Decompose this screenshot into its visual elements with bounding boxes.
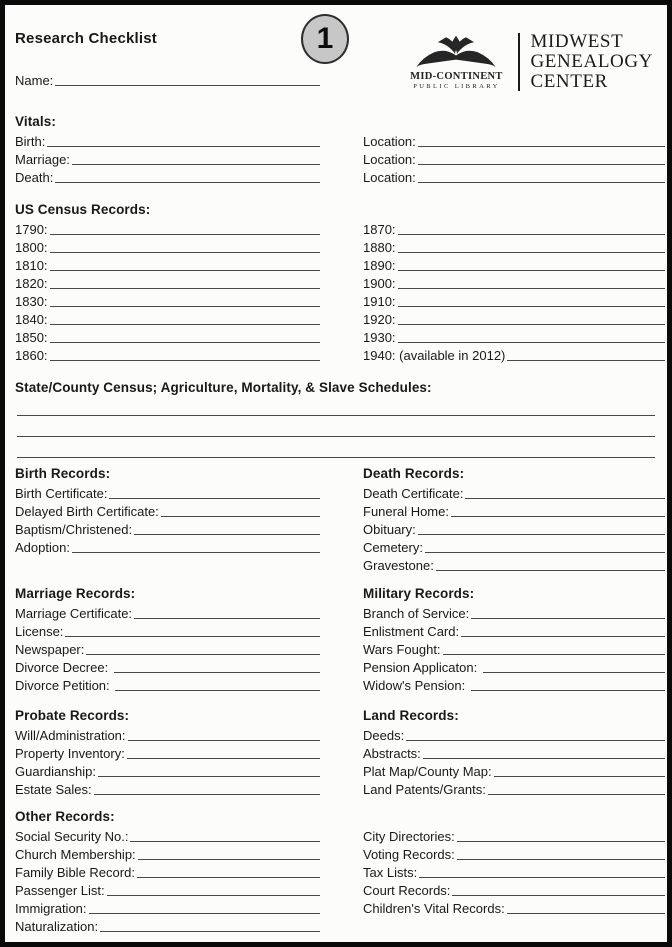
form-row	[15, 898, 320, 916]
page-title: Research Checklist	[15, 30, 158, 47]
form-row	[363, 291, 665, 309]
field-label: Plat Map/County Map:	[363, 764, 492, 779]
blank-field-line[interactable]	[418, 182, 665, 183]
blank-field-line[interactable]	[89, 913, 320, 914]
field-label: Delayed Birth Certificate:	[15, 504, 159, 519]
form-row	[363, 898, 665, 916]
military-records-heading: Military Records:	[363, 586, 475, 601]
blank-field-line[interactable]	[398, 234, 665, 235]
field-label: Branch of Service:	[363, 606, 470, 621]
form-row	[363, 779, 665, 797]
form-row	[363, 501, 665, 519]
blank-field-line[interactable]	[452, 895, 665, 896]
other-records-left-column	[15, 826, 320, 934]
vitals-heading: Vitals:	[15, 114, 56, 129]
form-row	[15, 327, 320, 345]
field-label: 1870:	[363, 222, 396, 237]
field-label: 1940: (available in 2012)	[363, 348, 506, 363]
blank-field-line[interactable]	[398, 342, 665, 343]
field-label: City Directories:	[363, 829, 455, 844]
blank-field-line[interactable]	[50, 360, 320, 361]
vitals-right-column	[363, 131, 665, 185]
other-records-columns	[15, 826, 655, 934]
birth-records-heading: Birth Records:	[15, 466, 111, 481]
center-name-line: GENEALOGY	[530, 51, 653, 72]
form-row	[15, 779, 320, 797]
field-label: 1880:	[363, 240, 396, 255]
blank-field-line[interactable]	[50, 234, 320, 235]
blank-field-line[interactable]	[50, 324, 320, 325]
form-row	[363, 149, 665, 167]
probate-records-column	[15, 708, 320, 797]
field-label: License:	[15, 624, 64, 639]
field-label: Naturalization:	[15, 919, 99, 934]
page-header	[15, 22, 655, 110]
center-name	[530, 32, 653, 92]
form-row	[363, 675, 665, 693]
vitals-left-column	[15, 131, 320, 185]
form-row	[363, 519, 665, 537]
form-row	[363, 219, 665, 237]
blank-field-line[interactable]	[128, 740, 320, 741]
field-label: Land Patents/Grants:	[363, 782, 486, 797]
field-label: Guardianship:	[15, 764, 96, 779]
blank-field-line[interactable]	[398, 324, 665, 325]
form-row	[15, 761, 320, 779]
form-row	[15, 397, 655, 418]
state-county-blank-lines	[15, 397, 655, 460]
birth-records-rows	[15, 483, 320, 555]
center-name-line: CENTER	[530, 71, 608, 92]
library-logo-block	[404, 34, 508, 90]
marriage-records-heading: Marriage Records:	[15, 586, 136, 601]
blank-field-line[interactable]	[465, 498, 665, 499]
blank-field-line[interactable]	[100, 931, 320, 932]
land-records-column	[363, 708, 665, 797]
library-subtitle: PUBLIC LIBRARY	[413, 83, 500, 90]
form-row	[363, 880, 665, 898]
census-right-column	[363, 219, 665, 363]
field-label: Social Security No.:	[15, 829, 129, 844]
blank-field-line[interactable]	[50, 306, 320, 307]
form-row	[15, 519, 320, 537]
field-label: Passenger List:	[15, 883, 105, 898]
form-row	[15, 501, 320, 519]
blank-field-line[interactable]	[134, 618, 320, 619]
form-row	[15, 862, 320, 880]
field-label: Location:	[363, 152, 416, 167]
field-label: 1800:	[15, 240, 48, 255]
blank-field-line[interactable]	[55, 85, 320, 86]
marriage-records-column	[15, 586, 320, 693]
death-records-column	[363, 466, 665, 573]
field-label: Newspaper:	[15, 642, 85, 657]
blank-field-line[interactable]	[398, 252, 665, 253]
blank-field-line[interactable]	[50, 270, 320, 271]
blank-field-line[interactable]	[47, 146, 320, 147]
blank-field-line[interactable]	[72, 164, 320, 165]
field-label: Enlistment Card:	[363, 624, 460, 639]
blank-field-line[interactable]	[65, 636, 320, 637]
blank-field-line[interactable]	[457, 859, 665, 860]
field-label: Deeds:	[363, 728, 405, 743]
form-row	[363, 167, 665, 185]
other-records-heading: Other Records:	[15, 809, 115, 824]
midwest-genealogy-center-logo	[404, 32, 653, 92]
field-label: Gravestone:	[363, 558, 434, 573]
field-label: Marriage Certificate:	[15, 606, 133, 621]
blank-field-line[interactable]	[451, 516, 665, 517]
field-label: Obituary:	[363, 522, 416, 537]
form-row	[363, 537, 665, 555]
section-other-records	[15, 809, 655, 934]
field-label: 1830:	[15, 294, 48, 309]
census-heading: US Census Records:	[15, 202, 151, 217]
form-row	[15, 255, 320, 273]
blank-field-line[interactable]	[507, 913, 665, 914]
field-label: Cemetery:	[363, 540, 423, 555]
form-row	[363, 345, 665, 363]
field-label: Marriage:	[15, 152, 70, 167]
section-probate-and-land-records	[15, 708, 655, 797]
marriage-records-rows	[15, 603, 320, 693]
field-label: Location:	[363, 170, 416, 185]
form-row	[15, 291, 320, 309]
name-field-row	[15, 70, 320, 88]
form-row	[15, 657, 320, 675]
form-row	[15, 131, 320, 149]
blank-field-line[interactable]	[418, 534, 665, 535]
section-us-census-records	[15, 202, 655, 363]
field-label: 1810:	[15, 258, 48, 273]
blank-field-line[interactable]	[398, 288, 665, 289]
blank-field-line[interactable]	[109, 498, 320, 499]
blank-field-line[interactable]	[161, 516, 320, 517]
field-label: 1890:	[363, 258, 396, 273]
field-label: Estate Sales:	[15, 782, 92, 797]
vitals-columns	[15, 131, 655, 185]
field-label: 1860:	[15, 348, 48, 363]
page-content	[10, 10, 662, 937]
military-records-column	[363, 586, 665, 693]
blank-field-line[interactable]	[114, 672, 320, 673]
blank-field-line[interactable]	[138, 859, 320, 860]
blank-field-line[interactable]	[471, 690, 665, 691]
form-row	[15, 345, 320, 363]
field-label: 1930:	[363, 330, 396, 345]
blank-field-line[interactable]	[127, 758, 320, 759]
form-row	[15, 483, 320, 501]
field-label: Baptism/Christened:	[15, 522, 133, 537]
probate-records-heading: Probate Records:	[15, 708, 130, 723]
death-records-heading: Death Records:	[363, 466, 465, 481]
form-row	[15, 725, 320, 743]
field-label: Divorce Decree:	[15, 660, 112, 675]
section-birth-and-death-records	[15, 466, 655, 573]
census-left-column	[15, 219, 320, 363]
form-row	[15, 237, 320, 255]
field-label: Wars Fought:	[363, 642, 441, 657]
form-row	[15, 621, 320, 639]
blank-field-line[interactable]	[461, 636, 665, 637]
field-label: Birth:	[15, 134, 46, 149]
center-name-line: MIDWEST	[530, 31, 624, 52]
blank-field-line[interactable]	[436, 570, 665, 571]
blank-field-line[interactable]	[50, 252, 320, 253]
form-row	[363, 603, 665, 621]
field-label: Divorce Petition:	[15, 678, 114, 693]
blank-field-line[interactable]	[17, 436, 655, 437]
blank-field-line[interactable]	[423, 758, 665, 759]
blank-field-line[interactable]	[507, 360, 665, 361]
field-label: Church Membership:	[15, 847, 136, 862]
field-label: Birth Certificate:	[15, 486, 108, 501]
blank-field-line[interactable]	[50, 342, 320, 343]
military-records-rows	[363, 603, 665, 693]
blank-field-line[interactable]	[488, 794, 665, 795]
field-label: Property Inventory:	[15, 746, 125, 761]
form-row	[15, 149, 320, 167]
death-records-rows	[363, 483, 665, 573]
blank-field-line[interactable]	[398, 306, 665, 307]
blank-field-line[interactable]	[72, 552, 320, 553]
field-label: Family Bible Record:	[15, 865, 135, 880]
field-label: Will/Administration:	[15, 728, 126, 743]
form-row	[363, 621, 665, 639]
page-number-badge: 1	[301, 14, 349, 64]
blank-field-line[interactable]	[418, 164, 665, 165]
state-county-heading: State/County Census; Agriculture, Mortality, & Slave Schedules:	[15, 380, 432, 395]
form-row	[15, 273, 320, 291]
blank-field-line[interactable]	[398, 270, 665, 271]
blank-field-line[interactable]	[134, 534, 320, 535]
field-label: Widow's Pension:	[363, 678, 469, 693]
form-row	[363, 255, 665, 273]
field-label: Funeral Home:	[363, 504, 449, 519]
section-vitals	[15, 114, 655, 185]
blank-field-line[interactable]	[443, 654, 665, 655]
form-row	[363, 657, 665, 675]
form-row	[363, 131, 665, 149]
blank-field-line[interactable]	[94, 794, 320, 795]
blank-field-line[interactable]	[483, 672, 665, 673]
library-name: MID-CONTINENT	[410, 71, 503, 82]
blank-field-line[interactable]	[406, 740, 665, 741]
blank-field-line[interactable]	[115, 690, 320, 691]
field-label: 1790:	[15, 222, 48, 237]
blank-field-line[interactable]	[130, 841, 320, 842]
form-row	[363, 743, 665, 761]
probate-records-rows	[15, 725, 320, 797]
form-row	[15, 743, 320, 761]
field-label: Children's Vital Records:	[363, 901, 505, 916]
blank-field-line[interactable]	[457, 841, 665, 842]
field-label: Court Records:	[363, 883, 451, 898]
field-label: 1840:	[15, 312, 48, 327]
form-row	[15, 418, 655, 439]
blank-field-line[interactable]	[17, 415, 655, 416]
blank-field-line[interactable]	[419, 877, 665, 878]
field-label: 1910:	[363, 294, 396, 309]
field-label: Tax Lists:	[363, 865, 418, 880]
field-label: 1820:	[15, 276, 48, 291]
field-label: Pension Applicaton:	[363, 660, 481, 675]
form-row	[363, 327, 665, 345]
field-label: 1920:	[363, 312, 396, 327]
form-row	[15, 880, 320, 898]
field-label: 1900:	[363, 276, 396, 291]
field-label: Death Certificate:	[363, 486, 464, 501]
land-records-heading: Land Records:	[363, 708, 459, 723]
form-row	[15, 844, 320, 862]
section-marriage-and-military-records	[15, 586, 655, 693]
blank-field-line[interactable]	[86, 654, 320, 655]
blank-field-line[interactable]	[137, 877, 320, 878]
section-state-county-census	[15, 380, 655, 460]
form-row	[15, 309, 320, 327]
blank-field-line[interactable]	[50, 288, 320, 289]
blank-field-line[interactable]	[471, 618, 665, 619]
logo-divider	[518, 33, 520, 91]
form-row	[363, 273, 665, 291]
field-label: Abstracts:	[363, 746, 421, 761]
form-row	[15, 916, 320, 934]
form-row	[363, 639, 665, 657]
field-label: 1850:	[15, 330, 48, 345]
other-records-right-column	[363, 826, 665, 934]
form-row	[363, 844, 665, 862]
birth-records-column	[15, 466, 320, 573]
blank-field-line[interactable]	[55, 182, 320, 183]
blank-field-line[interactable]	[425, 552, 665, 553]
blank-field-line[interactable]	[17, 457, 655, 458]
census-columns	[15, 219, 655, 363]
field-label: Death:	[15, 170, 54, 185]
form-row	[363, 862, 665, 880]
form-row	[15, 167, 320, 185]
field-label: Voting Records:	[363, 847, 455, 862]
form-row	[363, 761, 665, 779]
form-row	[363, 725, 665, 743]
form-row	[15, 826, 320, 844]
form-row	[363, 237, 665, 255]
form-row	[15, 537, 320, 555]
field-label: Immigration:	[15, 901, 87, 916]
form-row	[363, 309, 665, 327]
open-book-logo-icon	[404, 34, 508, 72]
blank-field-line[interactable]	[107, 895, 320, 896]
blank-field-line[interactable]	[418, 146, 665, 147]
name-label: Name:	[15, 73, 54, 88]
form-row	[15, 439, 655, 460]
form-row	[363, 483, 665, 501]
form-row	[15, 219, 320, 237]
form-row	[15, 603, 320, 621]
field-label: Adoption:	[15, 540, 70, 555]
form-row	[363, 826, 665, 844]
form-row	[15, 639, 320, 657]
land-records-rows	[363, 725, 665, 797]
blank-field-line[interactable]	[98, 776, 320, 777]
form-row	[363, 555, 665, 573]
field-label: Location:	[363, 134, 416, 149]
blank-field-line[interactable]	[494, 776, 665, 777]
form-row	[15, 675, 320, 693]
